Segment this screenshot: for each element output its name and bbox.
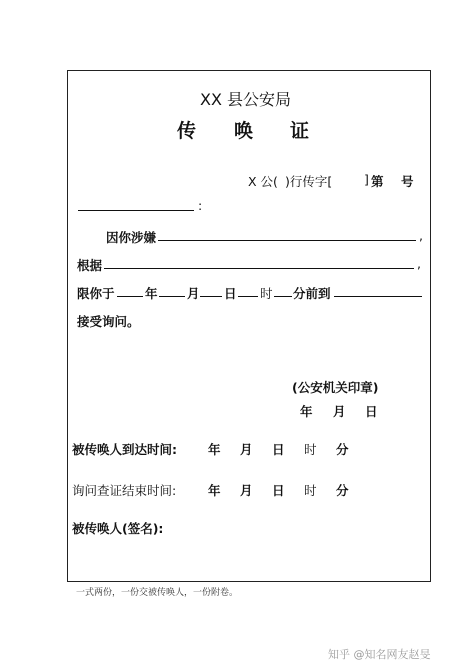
accept-text: 接受询问。: [77, 314, 140, 329]
basis-comma: ,: [417, 256, 421, 271]
arrival-minute: 分: [336, 442, 349, 457]
arrival-year: 年: [208, 442, 221, 457]
limit-day: 日: [224, 286, 237, 301]
limit-minute-blank[interactable]: [274, 296, 292, 297]
limit-hour: 时: [260, 286, 273, 301]
end-time-hour: 时: [304, 483, 317, 498]
limit-place-blank[interactable]: [334, 296, 422, 297]
footer-note: 一式两份，一份交被传唤人，一份附卷。: [76, 588, 239, 598]
limit-label: 限你于: [77, 286, 115, 301]
seal-year: 年: [300, 404, 313, 419]
end-time-year: 年: [208, 483, 221, 498]
suspected-comma: ,: [419, 228, 423, 243]
agency-name: XX 县公安局: [200, 90, 292, 109]
basis-blank[interactable]: [104, 268, 414, 269]
limit-year-blank[interactable]: [117, 296, 143, 297]
doc-number-prefix: X 公(: [248, 174, 278, 189]
basis-label: 根据: [77, 258, 103, 273]
end-time-label: 询问查证结束时间:: [72, 483, 177, 498]
limit-month-blank[interactable]: [159, 296, 185, 297]
suspected-blank[interactable]: [158, 240, 416, 241]
title-char-1: 传: [177, 120, 197, 142]
doc-number-hao: 号: [401, 174, 414, 189]
limit-day-blank[interactable]: [200, 296, 222, 297]
title-char-2: 唤: [234, 120, 254, 142]
signature-label: 被传唤人(签名):: [72, 521, 164, 536]
limit-hour-blank[interactable]: [238, 296, 258, 297]
seal-day: 日: [365, 404, 378, 419]
recipient-blank[interactable]: [78, 210, 194, 211]
watermark: 知乎 @知名网友赵旻: [328, 648, 431, 661]
limit-minute-before: 分前到: [293, 286, 331, 301]
recipient-colon: :: [198, 198, 203, 213]
doc-number-di: 第: [371, 174, 384, 189]
title-char-3: 证: [290, 120, 310, 142]
limit-year: 年: [145, 286, 158, 301]
arrival-month: 月: [240, 442, 253, 457]
seal-month: 月: [333, 404, 346, 419]
seal-label: (公安机关印章): [292, 380, 379, 395]
end-time-month: 月: [240, 483, 253, 498]
limit-month: 月: [187, 286, 200, 301]
suspected-label: 因你涉嫌: [106, 230, 157, 245]
doc-number-bracket: ]: [364, 172, 369, 187]
arrival-hour: 时: [304, 442, 317, 457]
arrival-label: 被传唤人到达时间:: [72, 442, 177, 457]
end-time-minute: 分: [336, 483, 349, 498]
end-time-day: 日: [272, 483, 285, 498]
doc-number-middle: )行传字[: [285, 174, 333, 189]
arrival-day: 日: [272, 442, 285, 457]
